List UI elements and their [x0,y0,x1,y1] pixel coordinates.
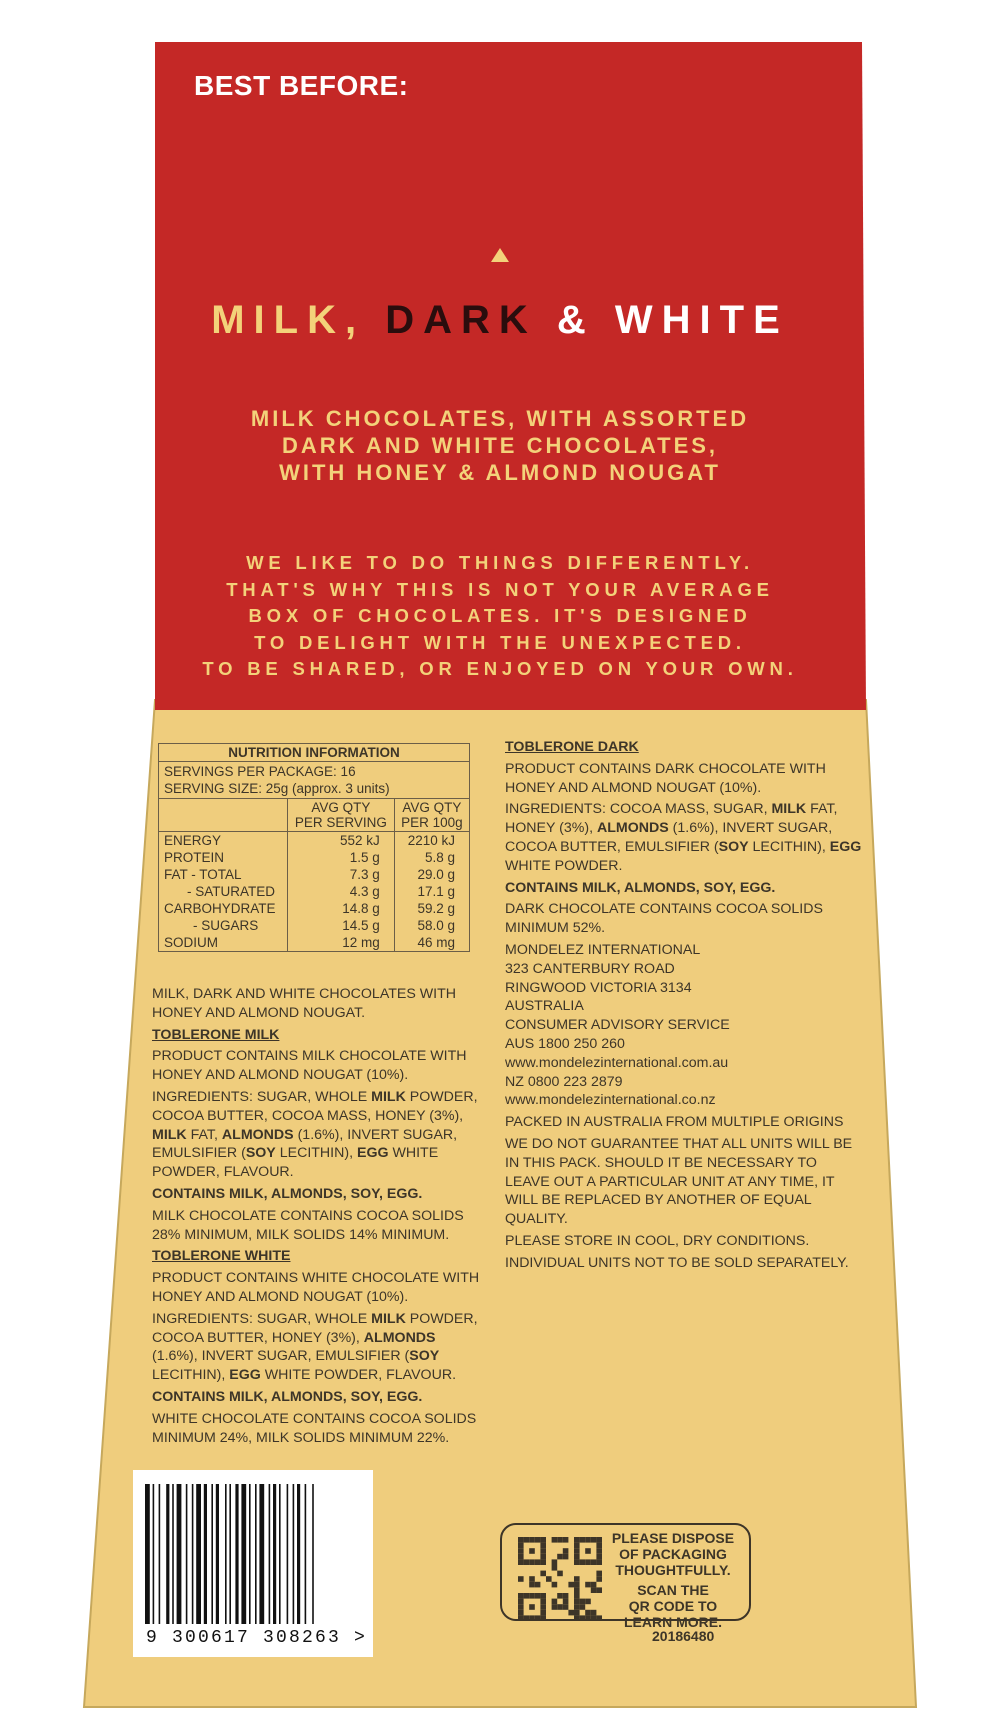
nutrient-name: ENERGY [159,832,288,850]
address-line: AUS 1800 250 260 [505,1035,625,1052]
website-au: www.mondelezinternational.com.au [505,1054,729,1071]
nutrient-value: 5.8 g [394,849,469,866]
address-line: NZ 0800 223 2879 [505,1073,623,1090]
best-before-label: BEST BEFORE: [194,70,409,101]
qr-message [610,1530,736,1630]
qr-line: QR CODE TO [628,1598,718,1614]
barcode-bar [229,1484,231,1624]
nutrient-name: - SATURATED [159,883,288,900]
nutrition-table [158,743,470,952]
nutrient-name: - SUGARS [159,917,288,934]
nutrient-name: SODIUM [159,934,288,952]
nutrient-value: 58.0 g [394,917,469,934]
col-header: AVG QTY [311,800,371,815]
nutrition-row [159,934,470,952]
white-heading: TOBLERONE WHITE [152,1248,291,1265]
barcode-bar [297,1484,300,1624]
serving-size: SERVING SIZE: 25g (approx. 3 units) [164,781,390,796]
individual-units-text: INDIVIDUAL UNITS NOT TO BE SOLD SEPARATELY. [505,1254,849,1271]
address-block [505,941,865,1110]
nutrient-value: 59.2 g [394,900,469,917]
nutrient-value: 46 mg [394,934,469,952]
dark-heading: TOBLERONE DARK [505,739,639,755]
nutrient-value: 14.5 g [288,917,395,934]
tagline-line: THAT'S WHY THIS IS NOT YOUR AVERAGE [226,578,774,600]
nutrition-row [159,900,470,917]
left-column [152,985,482,1450]
nutrition-row [159,849,470,866]
barcode-bar [177,1484,182,1624]
milk-ingredients: INGREDIENTS: SUGAR, WHOLE MILK POWDER, COCOA BUTTER, COCOA MASS, HONEY (3%), MILK FAT, ALMONDS (1.6%), INVERT SUGAR, EMULSIFIER (SOY LECITHIN), EGG WHITE POWDER, FLAVOUR. [152,1088,478,1181]
barcode-bar [186,1484,188,1624]
address-line: 323 CANTERBURY ROAD [505,960,675,977]
barcode-bar [145,1484,150,1624]
barcode-bar [273,1484,276,1624]
subtitle-line: WITH HONEY & ALMOND NOUGAT [279,460,721,485]
barcode-bar [279,1484,281,1624]
white-description: PRODUCT CONTAINS WHITE CHOCOLATE WITH HONEY AND ALMOND NOUGAT (10%). [152,1270,480,1305]
address-line: CONSUMER ADVISORY SERVICE [505,1017,730,1034]
barcode-bar [269,1484,271,1624]
guarantee-text: WE DO NOT GUARANTEE THAT ALL UNITS WILL BE IN THIS PACK. SHOULD IT BE NECESSARY TO LEAVE OUT A PARTICULAR UNIT AT ANY TIME, IT WILL BE REPLACED BY ANOTHER OF EQUAL QUALITY. [505,1135,853,1228]
headline [0,298,1000,343]
headline-milk: MILK, [211,298,366,342]
barcode-bar [216,1484,219,1624]
milk-heading: TOBLERONE MILK [152,1026,280,1043]
white-allergens: CONTAINS MILK, ALMONDS, SOY, EGG. [152,1388,423,1405]
nutrient-value: 2210 kJ [394,832,469,850]
milk-solids: MILK CHOCOLATE CONTAINS COCOA SOLIDS 28% MINIMUM, MILK SOLIDS 14% MINIMUM. [152,1207,464,1243]
tagline-line: TO BE SHARED, OR ENJOYED ON YOUR OWN. [202,658,798,679]
qr-line: SCAN THE [637,1582,709,1598]
barcode-bar [293,1484,295,1624]
barcode-bar [196,1484,201,1624]
nutrition-row [159,883,470,900]
tagline-line: WE LIKE TO DO THINGS DIFFERENTLY. [246,552,754,573]
subtitle-line: DARK AND WHITE CHOCOLATES, [281,433,719,458]
qr-line: PLEASE DISPOSE [611,1530,735,1546]
dark-solids: DARK CHOCOLATE CONTAINS COCOA SOLIDS MINIMUM 52%. [505,901,823,937]
website-nz: www.mondelezinternational.co.nz [505,1092,716,1109]
nutrition-row [159,917,470,934]
headline-white: & WHITE [556,298,789,342]
barcode-bar [225,1484,227,1624]
col-header: AVG QTY [402,800,462,815]
qr-line: LEARN MORE. [624,1614,722,1630]
nutrition-row [159,866,470,883]
barcode-bar [312,1484,314,1624]
address-line: RINGWOOD VICTORIA 3134 [505,979,692,996]
barcode-bar [211,1484,213,1624]
nutrient-value: 7.3 g [288,866,395,883]
right-column [505,738,865,1276]
col-header: PER 100g [401,815,463,830]
tagline [0,550,1000,683]
address-line: MONDELEZ INTERNATIONAL [505,941,701,958]
nutrient-value: 1.5 g [288,849,395,866]
barcode-bar [192,1484,194,1624]
qr-line: THOUGHTFULLY. [615,1562,731,1578]
barcode-bar [287,1484,289,1624]
white-solids: WHITE CHOCOLATE CONTAINS COCOA SOLIDS MINIMUM 24%, MILK SOLIDS MINIMUM 22%. [152,1410,477,1446]
headline-dark: DARK [385,298,537,342]
dark-description: PRODUCT CONTAINS DARK CHOCOLATE WITH HONEY AND ALMOND NOUGAT (10%). [505,760,826,796]
col-header: PER SERVING [294,815,387,830]
nutrient-value: 4.3 g [288,883,395,900]
packed-origin: PACKED IN AUSTRALIA FROM MULTIPLE ORIGINS [505,1114,844,1131]
nutrient-value: 29.0 g [394,866,469,883]
barcode-bar [159,1484,161,1624]
milk-allergens: CONTAINS MILK, ALMONDS, SOY, EGG. [152,1185,423,1202]
barcode-bar [172,1484,174,1624]
barcode-bar [204,1484,207,1624]
barcode-bar [259,1484,264,1624]
barcode-bar [153,1484,155,1624]
barcode-bar [249,1484,251,1624]
nutrient-value: 12 mg [288,934,395,952]
tagline-line: TO DELIGHT WITH THE UNEXPECTED. [254,631,746,653]
barcode-bar [241,1484,246,1624]
dark-allergens: CONTAINS MILK, ALMONDS, SOY, EGG. [505,879,776,896]
intro-text: MILK, DARK AND WHITE CHOCOLATES WITH HONEY AND ALMOND NOUGAT. [152,986,457,1021]
servings-per-package: SERVINGS PER PACKAGE: 16 [164,764,356,779]
nutrition-title: NUTRITION INFORMATION [159,744,470,762]
nutrient-value: 552 kJ [288,832,395,850]
barcode-bar [235,1484,238,1624]
barcode-number: 9 300617 308263 > [146,1628,368,1648]
nutrient-value: 17.1 g [394,883,469,900]
barcode-bar [255,1484,257,1624]
nutrient-value: 14.8 g [288,900,395,917]
nutrient-name: FAT - TOTAL [159,866,288,883]
tagline-line: BOX OF CHOCOLATES. IT'S DESIGNED [248,605,752,626]
barcode-bar [166,1484,169,1624]
dark-ingredients: INGREDIENTS: COCOA MASS, SUGAR, MILK FAT, HONEY (3%), ALMONDS (1.6%), INVERT SUGAR, COCOA BUTTER, EMULSIFIER (SOY LECITHIN), EGG WHITE POWDER. [505,801,862,874]
barcode-bar [305,1484,307,1624]
nutrient-name: PROTEIN [159,849,288,866]
storage-text: PLEASE STORE IN COOL, DRY CONDITIONS. [505,1232,810,1249]
white-ingredients: INGREDIENTS: SUGAR, WHOLE MILK POWDER, COCOA BUTTER, HONEY (3%), ALMONDS (1.6%), INVERT SUGAR, EMULSIFIER (SOY LECITHIN), EGG WHITE POWDER, FLAVOUR. [152,1310,478,1384]
nutrition-row [159,832,470,850]
subtitle [0,405,1000,486]
qr-line: OF PACKAGING [619,1546,727,1562]
address-line: AUSTRALIA [505,998,584,1015]
product-code: 20186480 [652,1628,715,1644]
nutrient-name: CARBOHYDRATE [159,900,288,917]
subtitle-line: MILK CHOCOLATES, WITH ASSORTED [250,406,750,431]
milk-description: PRODUCT CONTAINS MILK CHOCOLATE WITH HONEY AND ALMOND NOUGAT (10%). [152,1048,467,1084]
